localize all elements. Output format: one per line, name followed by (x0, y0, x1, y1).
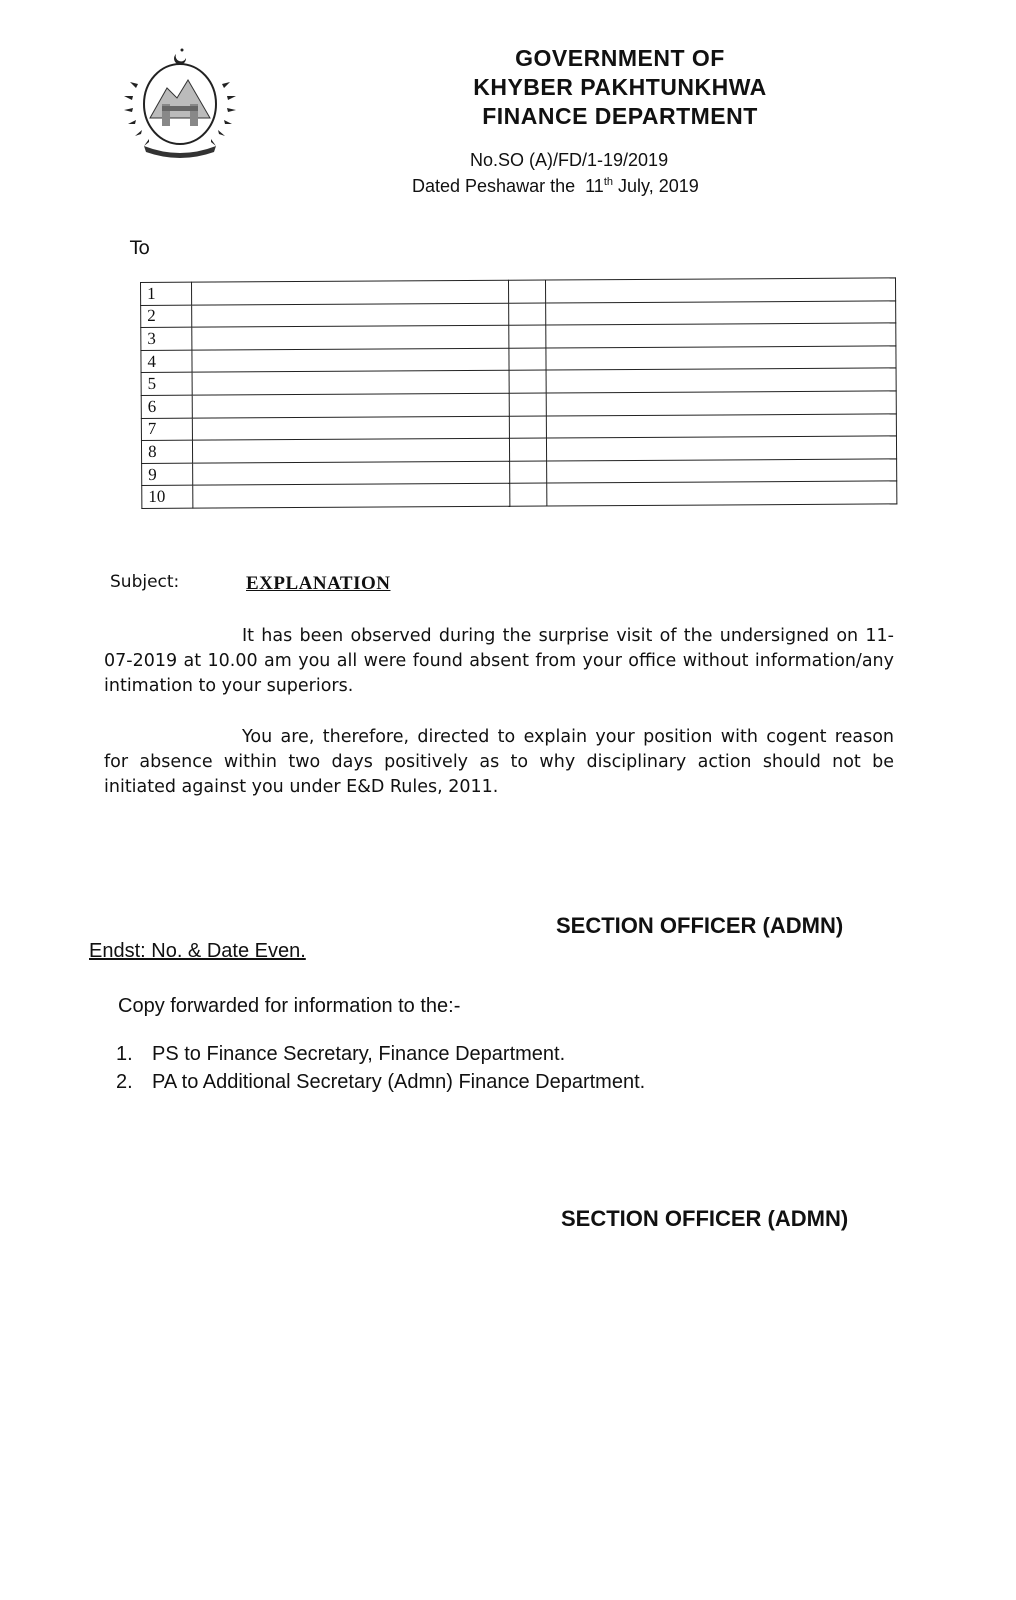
name-cell (192, 325, 509, 350)
designation-cell (546, 436, 896, 461)
name-cell (192, 438, 509, 463)
row-number: 8 (141, 440, 192, 463)
list-item (116, 1040, 645, 1068)
copy-list (116, 1040, 645, 1096)
row-number: 6 (141, 395, 192, 418)
list-item-text: PA to Additional Secretary (Admn) Finance Department. (152, 1071, 646, 1093)
name-cell (193, 484, 510, 509)
dated-day: 11 (585, 176, 604, 196)
row-number: 10 (142, 486, 193, 509)
endorsement-label: Endst: No. & Date Even. (89, 940, 306, 962)
subject-label: Subject: (110, 572, 180, 592)
dated-line (412, 176, 699, 197)
designation-cell (547, 481, 897, 506)
paragraph-1-text: It has been observed during the surprise visit of the undersigned on 11-07-2019 at 10.00 am you all were found absent from your office without information/any intimation to your superiors. (104, 626, 894, 696)
designation-cell (546, 413, 896, 438)
blank-cell (509, 348, 546, 371)
reference-number: No.SO (A)/FD/1-19/2019 (470, 150, 669, 170)
name-cell (192, 393, 509, 418)
designation-cell (546, 391, 896, 416)
list-item-number: 1. (116, 1043, 133, 1065)
designation-cell (546, 368, 896, 393)
letterhead-line-2: KHYBER PAKHTUNKHWA (473, 74, 767, 100)
list-item-text: PS to Finance Secretary, Finance Department. (152, 1043, 566, 1065)
to-label: To (130, 237, 151, 259)
blank-cell (508, 280, 545, 303)
blank-cell (509, 325, 546, 348)
blank-cell (509, 370, 546, 393)
blank-cell (510, 483, 547, 506)
designation-cell (546, 300, 896, 325)
name-cell (192, 303, 509, 328)
blank-cell (509, 393, 546, 416)
letterhead (380, 44, 860, 131)
row-number: 7 (141, 418, 192, 441)
subject-title: EXPLANATION (246, 573, 391, 594)
copy-forwarded-text: Copy forwarded for information to the:- (118, 995, 461, 1017)
designation-cell (545, 278, 895, 303)
paragraph-2-text: You are, therefore, directed to explain your position with cogent reason for absence within two days positively as to why disciplinary action should not be initiated against you under E&D Rules, 2011. (104, 727, 894, 797)
dated-rest: July, 2019 (618, 176, 699, 196)
row-number: 4 (141, 350, 192, 373)
government-emblem-logo (122, 48, 238, 158)
blank-cell (509, 416, 546, 439)
name-cell (192, 348, 509, 373)
row-number: 2 (141, 305, 192, 328)
signature-block-2: SECTION OFFICER (ADMN) (561, 1206, 849, 1231)
row-number: 1 (141, 282, 192, 305)
name-cell (192, 280, 509, 305)
list-item (116, 1068, 645, 1096)
blank-cell (509, 438, 546, 461)
name-cell (193, 461, 510, 486)
name-cell (192, 371, 509, 396)
list-item-number: 2. (116, 1071, 133, 1093)
designation-cell (546, 323, 896, 348)
name-cell (192, 416, 509, 441)
table-row (142, 481, 897, 508)
dated-prefix: Dated Peshawar the (412, 176, 576, 196)
dated-suffix: th (603, 176, 613, 188)
designation-cell (547, 459, 897, 484)
addressee-table (140, 277, 897, 509)
letterhead-line-1: GOVERNMENT OF (515, 45, 725, 71)
letterhead-line-3: FINANCE DEPARTMENT (482, 103, 758, 129)
blank-cell (510, 461, 547, 484)
signature-block-1: SECTION OFFICER (ADMN) (556, 913, 844, 938)
row-number: 3 (141, 327, 192, 350)
body-paragraph-1 (104, 624, 894, 699)
row-number: 9 (142, 463, 193, 486)
designation-cell (546, 346, 896, 371)
blank-cell (509, 303, 546, 326)
row-number: 5 (141, 373, 192, 396)
body-paragraph-2 (104, 725, 894, 800)
